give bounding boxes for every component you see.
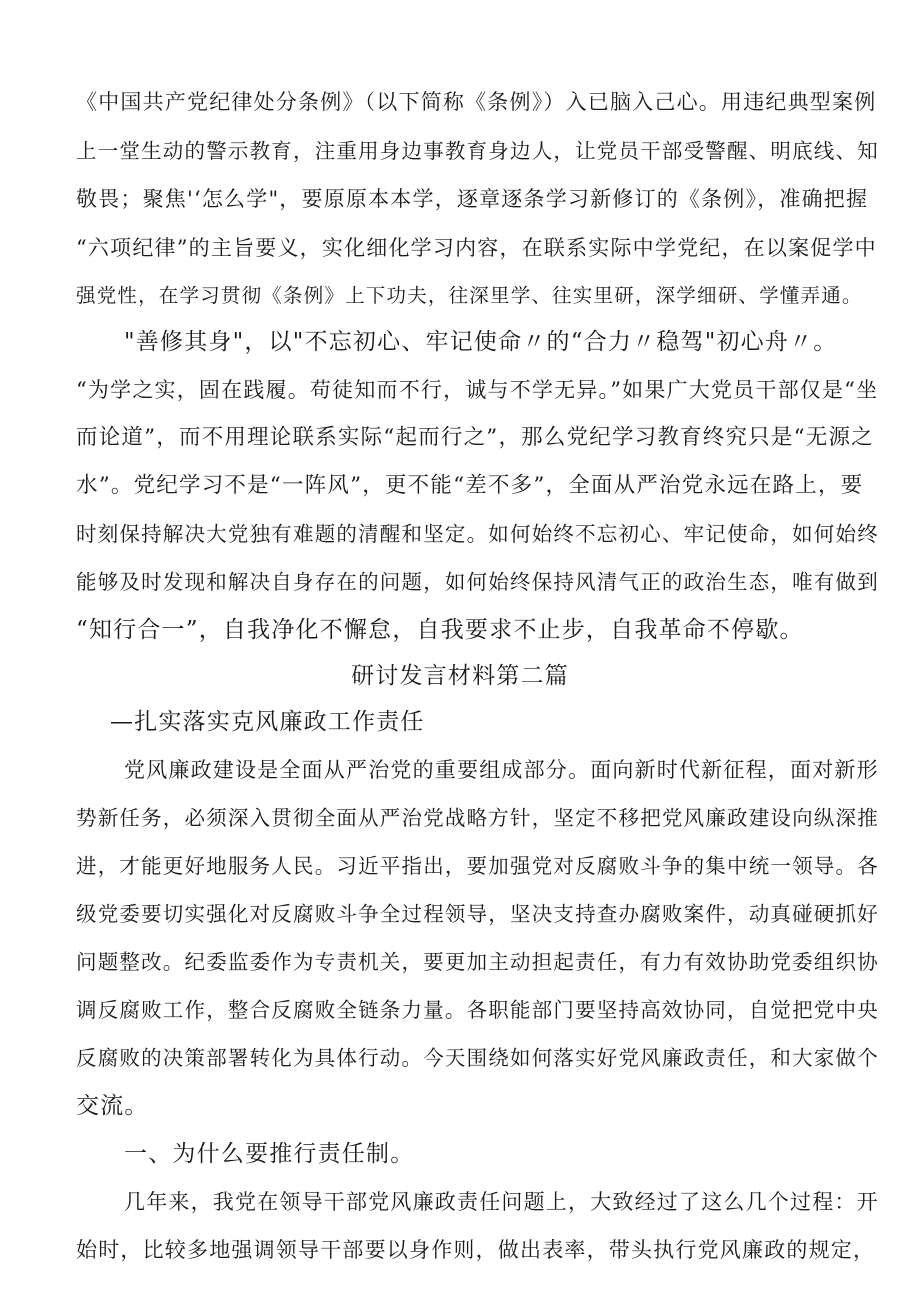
text-line: 问题整改。纪委监委作为专责机关，要更加主动担起责任，有力有效协助党委组织协 (76, 950, 879, 974)
text-line: 进，才能更好地服务人民。习近平指出，要加强党对反腐败斗争的集中统一领导。各 (76, 854, 879, 878)
text-line: 《中国共产党纪律处分条例》（以下简称《条例》）入已脑入己心。用违纪典型案例 (76, 90, 877, 114)
text-line: “知行合一”，自我净化不懈怠，自我要求不止步，自我革命不停歇。 (76, 617, 804, 643)
text-line: 时刻保持解决大党独有难题的清醒和坚定。如何始终不忘初心、牢记使命，如何始终 (76, 522, 879, 546)
section-subtitle: —扎实落实克风廉政工作责任 (110, 709, 425, 735)
text-line: 敬畏；聚焦'‘怎么学"，要原原本本学，逐章逐条学习新修订的《条例》，准确把握 (76, 187, 869, 211)
text-line: 能够及时发现和解决自身存在的问题，如何始终保持风清气正的政治生态，唯有做到 (76, 570, 879, 594)
text-line: 几年来，我党在领导干部党风廉政责任问题上，大致经过了这么几个过程：开 (124, 1190, 879, 1214)
text-line: 强党性，在学习贯彻《条例》上下功夫，往深里学、往实里研，深学细研、学懂弄通。 (76, 284, 863, 307)
text-line: 党风廉政建设是全面从严治党的重要组成部分。面向新时代新征程，面对新形 (124, 758, 879, 782)
text-line: 始时，比较多地强调领导干部要以身作则，做出表率，带头执行党风廉政的规定， (76, 1238, 876, 1262)
text-line: "善修其身"，以"不忘初心、牢记使命〃的“合力〃稳驾"初心舟〃。 (124, 329, 838, 355)
section-heading: 一、为什么要推行责任制。 (124, 1141, 415, 1167)
section-title: 研讨发言材料第二篇 (351, 663, 569, 689)
text-line: 级党委要切实强化对反腐败斗争全过程领导，坚决支持查办腐败案件，动真碰硬抓好 (76, 902, 879, 926)
text-line: 上一堂生动的警示教育，注重用身边事教育身边人，让党员干部受警醒、明底线、知 (76, 139, 879, 163)
text-line: 反腐败的决策部署转化为具体行动。今天围绕如何落实好党风廉政责任，和大家做个 (76, 1046, 879, 1070)
text-line: 调反腐败工作，整合反腐败全链条力量。各职能部门要坚持高效协同，自觉把党中央 (76, 998, 879, 1022)
text-line: “六项纪律”的主旨要义，实化细化学习内容，在联系实际中学党纪，在以案促学中 (76, 236, 877, 260)
text-line: 势新任务，必须深入贯彻全面从严治党战略方针，坚定不移把党风廉政建设向纵深推 (76, 806, 879, 830)
text-line: 水”。党纪学习不是“一阵风”，更不能“差不多”，全面从严治党永远在路上，要 (76, 473, 864, 498)
text-line: 而论道”，而不用理论联系实际“起而行之”，那么党纪学习教育终究只是“无源之 (76, 425, 874, 450)
text-line: “为学之实，固在践履。苟徒知而不行，诚与不学无异。”如果广大党员干部仅是“坐 (76, 378, 879, 402)
text-line: 交流。 (76, 1093, 149, 1119)
